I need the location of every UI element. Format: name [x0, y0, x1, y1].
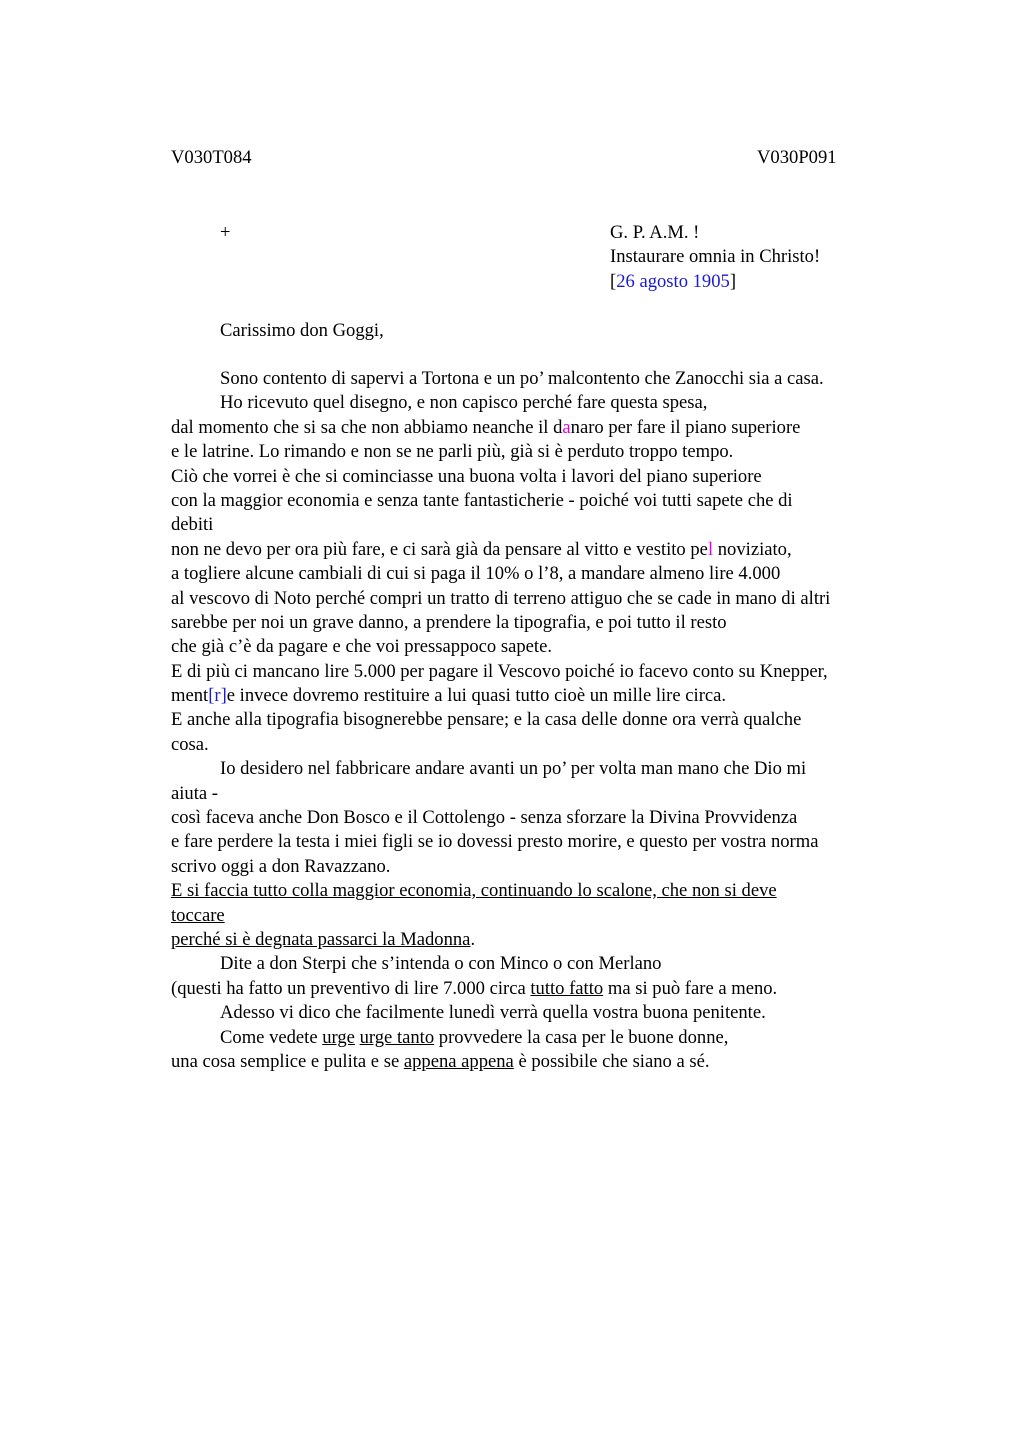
- body-line: e le latrine. Lo rimando e non se ne parli più, già si è perduto troppo tempo.: [171, 441, 734, 463]
- body-line: così faceva anche Don Bosco e il Cottolengo - senza sforzare la Divina Provvidenza: [171, 807, 798, 829]
- body-line: E anche alla tipografia bisognerebbe pensare; e la casa delle donne ora verrà qualche: [171, 709, 802, 731]
- body-line: con la maggior economia e senza tante fantasticherie - poiché voi tutti sapete che di: [171, 489, 793, 511]
- body-line: E di più ci mancano lire 5.000 per pagare il Vescovo poiché io facevo conto su Knepper,: [171, 660, 828, 682]
- date-bracket-close: ]: [729, 271, 737, 292]
- text-run: (questi ha fatto un preventivo di lire 7.000 circa: [171, 977, 531, 999]
- body-line: che già c’è da pagare e che voi pressappoco sapete.: [171, 636, 552, 658]
- body-line: [171, 929, 911, 953]
- cross-symbol: +: [220, 222, 231, 243]
- body-line: al vescovo di Noto perché compri un tratto di terreno attiguo che se cade in mano di altri: [171, 587, 831, 609]
- text-run: e invece dovremo restituire a lui quasi tutto cioè un mille lire circa.: [226, 685, 727, 707]
- text-run: ma si può fare a meno.: [603, 977, 778, 999]
- body-line: Ho ricevuto quel disegno, e non capisco perché fare questa spesa,: [220, 392, 708, 414]
- correction-mark: a: [562, 416, 571, 438]
- text-run: è possibile che siano a sé.: [513, 1050, 710, 1072]
- underlined-text: perché si è degnata passarci la Madonna: [171, 928, 471, 950]
- text-run: ment: [171, 685, 209, 707]
- text-run: .: [470, 928, 476, 950]
- body-line: [171, 685, 911, 709]
- underlined-text: urge tanto: [359, 1026, 435, 1048]
- correction-mark: l: [707, 538, 714, 560]
- body-line: [171, 880, 911, 904]
- text-run: non ne devo per ora più fare, e ci sarà già da pensare al vitto e vestito pe: [171, 538, 708, 560]
- body-line: Dite a don Sterpi che s’intenda o con Minco o con Merlano: [220, 953, 662, 975]
- body-line: Sono contento di sapervi a Tortona e un po’ malcontento che Zanocchi sia a casa.: [220, 368, 824, 389]
- text-run: provvedere la casa per le buone donne,: [434, 1026, 729, 1048]
- motto-line-1: G. P. A.M. !: [610, 222, 700, 243]
- body-line: e fare perdere la testa i miei figli se io dovessi presto morire, e questo per vostra norma: [171, 831, 819, 853]
- body-line: scrivo oggi a don Ravazzano.: [171, 855, 391, 877]
- text-run: dal momento che si sa che non abbiamo neanche il d: [171, 416, 563, 438]
- text-run: noviziato,: [713, 538, 792, 560]
- date-text: 26 agosto 1905: [616, 271, 730, 292]
- letter-date: [610, 271, 736, 293]
- salutation: Carissimo don Goggi,: [220, 320, 384, 341]
- body-line: cosa.: [171, 733, 209, 755]
- underlined-text: E si faccia tutto colla maggior economia, continuando lo scalone, che non si deve: [171, 880, 777, 902]
- underlined-text: toccare: [171, 904, 225, 926]
- body-line: Ciò che vorrei è che si cominciasse una buona volta i lavori del piano superiore: [171, 465, 762, 487]
- body-line: [171, 1027, 911, 1051]
- underlined-text: tutto fatto: [530, 977, 604, 999]
- body-line: debiti: [171, 514, 214, 536]
- underlined-text: urge: [322, 1026, 355, 1048]
- underlined-text: appena appena: [403, 1050, 514, 1072]
- text-run: Come vedete: [220, 1026, 323, 1048]
- body-line: [171, 417, 911, 441]
- body-line: [171, 905, 911, 929]
- document-code-left: V030T084: [171, 147, 252, 168]
- body-line: a togliere alcune cambiali di cui si paga il 10% o l’8, a mandare almeno lire 4.000: [171, 563, 781, 585]
- body-line: Adesso vi dico che facilmente lunedì verrà quella vostra buona penitente.: [220, 1002, 766, 1024]
- body-line: aiuta -: [171, 782, 218, 804]
- motto-line-2: Instaurare omnia in Christo!: [610, 246, 821, 267]
- date-bracket-open: [: [610, 271, 617, 292]
- body-line: [171, 1051, 911, 1075]
- editorial-insertion: [r]: [208, 685, 227, 707]
- text-run: naro per fare il piano superiore: [570, 416, 801, 438]
- document-code-right: V030P091: [757, 147, 837, 168]
- body-line: [171, 539, 911, 563]
- letter-body: [171, 368, 911, 1075]
- body-line: [171, 978, 911, 1002]
- body-line: Io desidero nel fabbricare andare avanti un po’ per volta man mano che Dio mi: [220, 758, 807, 780]
- body-line: sarebbe per noi un grave danno, a prendere la tipografia, e poi tutto il resto: [171, 611, 727, 633]
- text-run: una cosa semplice e pulita e se: [171, 1050, 404, 1072]
